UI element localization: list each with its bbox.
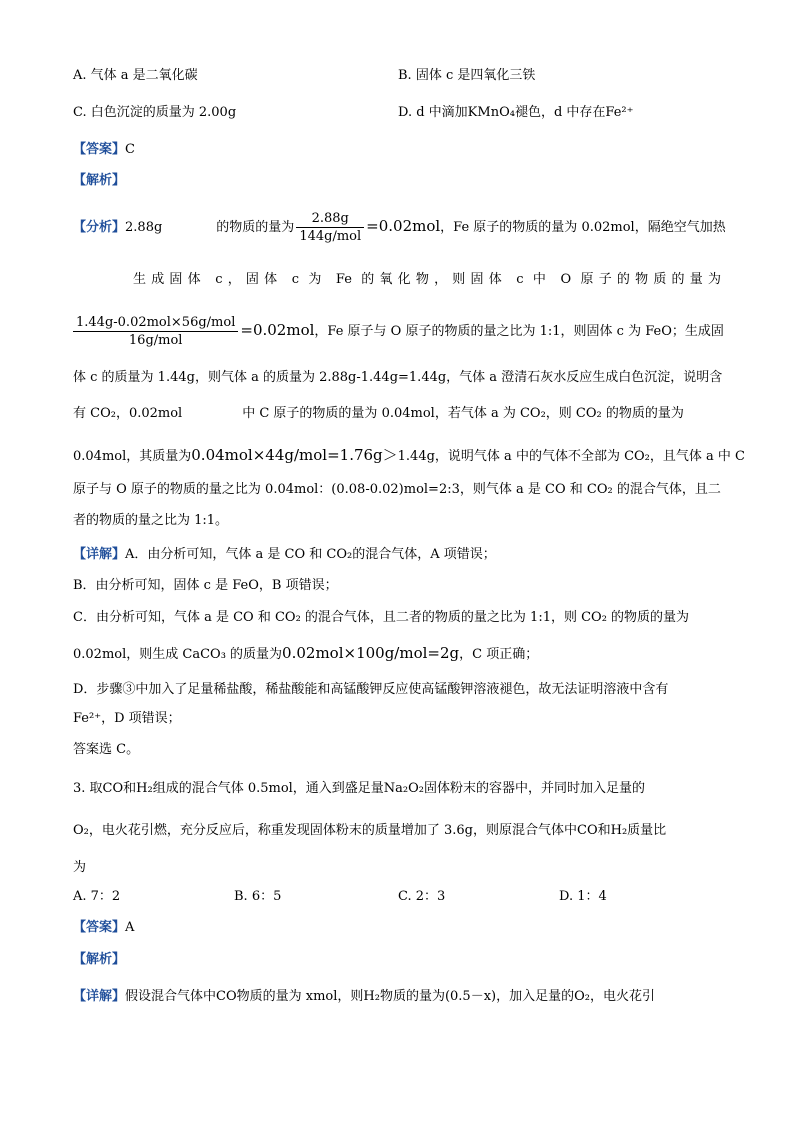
q2-fenxi-line8: 者的物质的量之比为 1:1。 [73, 513, 229, 528]
fraction-2 [73, 314, 238, 349]
q3-option-d: D. 1：4 [559, 889, 607, 904]
q2-answer [73, 140, 135, 160]
fenxi-line1-tail: ，Fe 原子的物质的量为 0.02mol，隔绝空气加热 [440, 220, 726, 235]
detail-label: 【详解】 [73, 547, 126, 562]
q3-detail-text: 假设混合气体中CO物质的量为 xmol，则H₂物质的量为(0.5－x)，加入足量的O₂，电火花引 [125, 989, 655, 1004]
result-1: =0.02mol [366, 217, 441, 235]
q2-fenxi-line5 [73, 404, 684, 424]
answer-label: 【答案】 [73, 142, 126, 157]
fraction-1-denominator: 144g/mol [299, 229, 362, 244]
q2-final-answer: 答案选 C。 [73, 742, 140, 757]
fraction-1-numerator: 2.88g [296, 210, 364, 228]
q2-fenxi-line4: 体 c 的质量为 1.44g，则气体 a 的质量为 2.88g-1.44g=1.44g，气体 a 澄清石灰水反应生成白色沉淀，说明含 [73, 370, 723, 385]
q3-answer [73, 918, 134, 938]
q3-option-a: A. 7：2 [73, 889, 121, 904]
q2-fenxi-line2: 生成固体 c，固体 c 为 Fe 的氧化物，则固体 c 中 O 原子的物质的量为 [133, 272, 721, 287]
q2-detail-c2 [73, 643, 538, 665]
q2-fenxi-line7: 原子与 O 原子的物质的量之比为 0.04mol：(0.08-0.02)mol=2:3，则气体 a 是 CO 和 CO₂ 的混合气体，且二 [73, 482, 721, 497]
answer-value: C [125, 142, 135, 157]
q3-stem-line2: O₂，电火花引燃，充分反应后，称重发现固体粉末的质量增加了 3.6g，则原混合气体中CO和H₂质量比 [73, 823, 667, 838]
q3-option-b: B. 6：5 [234, 889, 282, 904]
q3-option-c: C. 2：3 [398, 889, 446, 904]
q3-stem-line1: 3. 取CO和H₂组成的混合气体 0.5mol，通入到盛足量Na₂O₂固体粉末的容器中，并同时加入足量的 [73, 781, 646, 796]
q2-option-d: D. d 中滴加KMnO₄褪色，d 中存在Fe²⁺ [398, 105, 634, 120]
q2-fenxi-line1 [73, 207, 726, 247]
fenxi-line3-tail: ，Fe 原子与 O 原子的物质的量之比为 1:1，则固体 c 为 FeO；生成固 [314, 324, 724, 339]
analysis-label: 【解析】 [73, 952, 126, 967]
q2-detail-d: D．步骤③中加入了足量稀盐酸，稀盐酸能和高锰酸钾反应使高锰酸钾溶液褪色，故无法证明溶液中含有 [73, 682, 669, 697]
q2-option-a: A. 气体 a 是二氧化碳 [73, 68, 198, 83]
q2-analysis-label [73, 171, 125, 191]
fenxi-line6-math: 0.04mol×44g/mol=1.76g＞ [191, 446, 398, 464]
q3-stem-line3: 为 [73, 860, 87, 875]
fenxi-label: 【分析】 [73, 220, 126, 235]
q2-detail-c: C．由分析可知，气体 a 是 CO 和 CO₂ 的混合气体，且二者的物质的量之比为 1:1，则 CO₂ 的物质的量为 [73, 610, 690, 625]
q2-fenxi-line6 [73, 445, 745, 467]
fraction-2-denominator: 16g/mol [128, 333, 183, 348]
answer-label: 【答案】 [73, 920, 126, 935]
q2-fenxi-line3 [73, 310, 724, 352]
detail-a-text: A．由分析可知，气体 a 是 CO 和 CO₂的混合气体，A 项错误； [125, 547, 496, 562]
q2-option-c: C. 白色沉淀的质量为 2.00g [73, 105, 237, 120]
amount-text: 的物质的量为 [216, 220, 295, 235]
q2-option-b: B. 固体 c 是四氧化三铁 [398, 68, 536, 83]
q2-detail-a [73, 545, 496, 565]
analysis-label: 【解析】 [73, 173, 126, 188]
q3-detail [73, 987, 655, 1007]
q2-detail-b: B．由分析可知，固体 c 是 FeO，B 项错误； [73, 578, 338, 593]
q3-analysis-label [73, 950, 125, 970]
fenxi-line5-b: 中 C 原子的物质的量为 0.04mol，若气体 a 为 CO₂，则 CO₂ 的物质的量为 [242, 406, 684, 421]
fraction-1 [296, 210, 364, 245]
detail-c2-a: 0.02mol，则生成 CaCO₃ 的质量为 [73, 647, 283, 662]
result-2: =0.02mol [240, 321, 315, 339]
fenxi-line6-a: 0.04mol，其质量为 [73, 449, 192, 464]
detail-c2-math: 0.02mol×100g/mol=2g [282, 644, 460, 662]
detail-c2-c: ，C 项正确； [459, 647, 539, 662]
fenxi-line5-a: 有 CO₂，0.02mol [73, 406, 183, 421]
fenxi-line6-c: 1.44g，说明气体 a 中的气体不全部为 CO₂，且气体 a 中 C [397, 449, 745, 464]
detail-label: 【详解】 [73, 989, 126, 1004]
fraction-2-numerator: 1.44g-0.02mol×56g/mol [73, 314, 238, 332]
mass-text: 2.88g [125, 220, 163, 235]
q2-detail-d2: Fe²⁺，D 项错误； [73, 711, 181, 726]
answer-value: A [125, 920, 135, 935]
